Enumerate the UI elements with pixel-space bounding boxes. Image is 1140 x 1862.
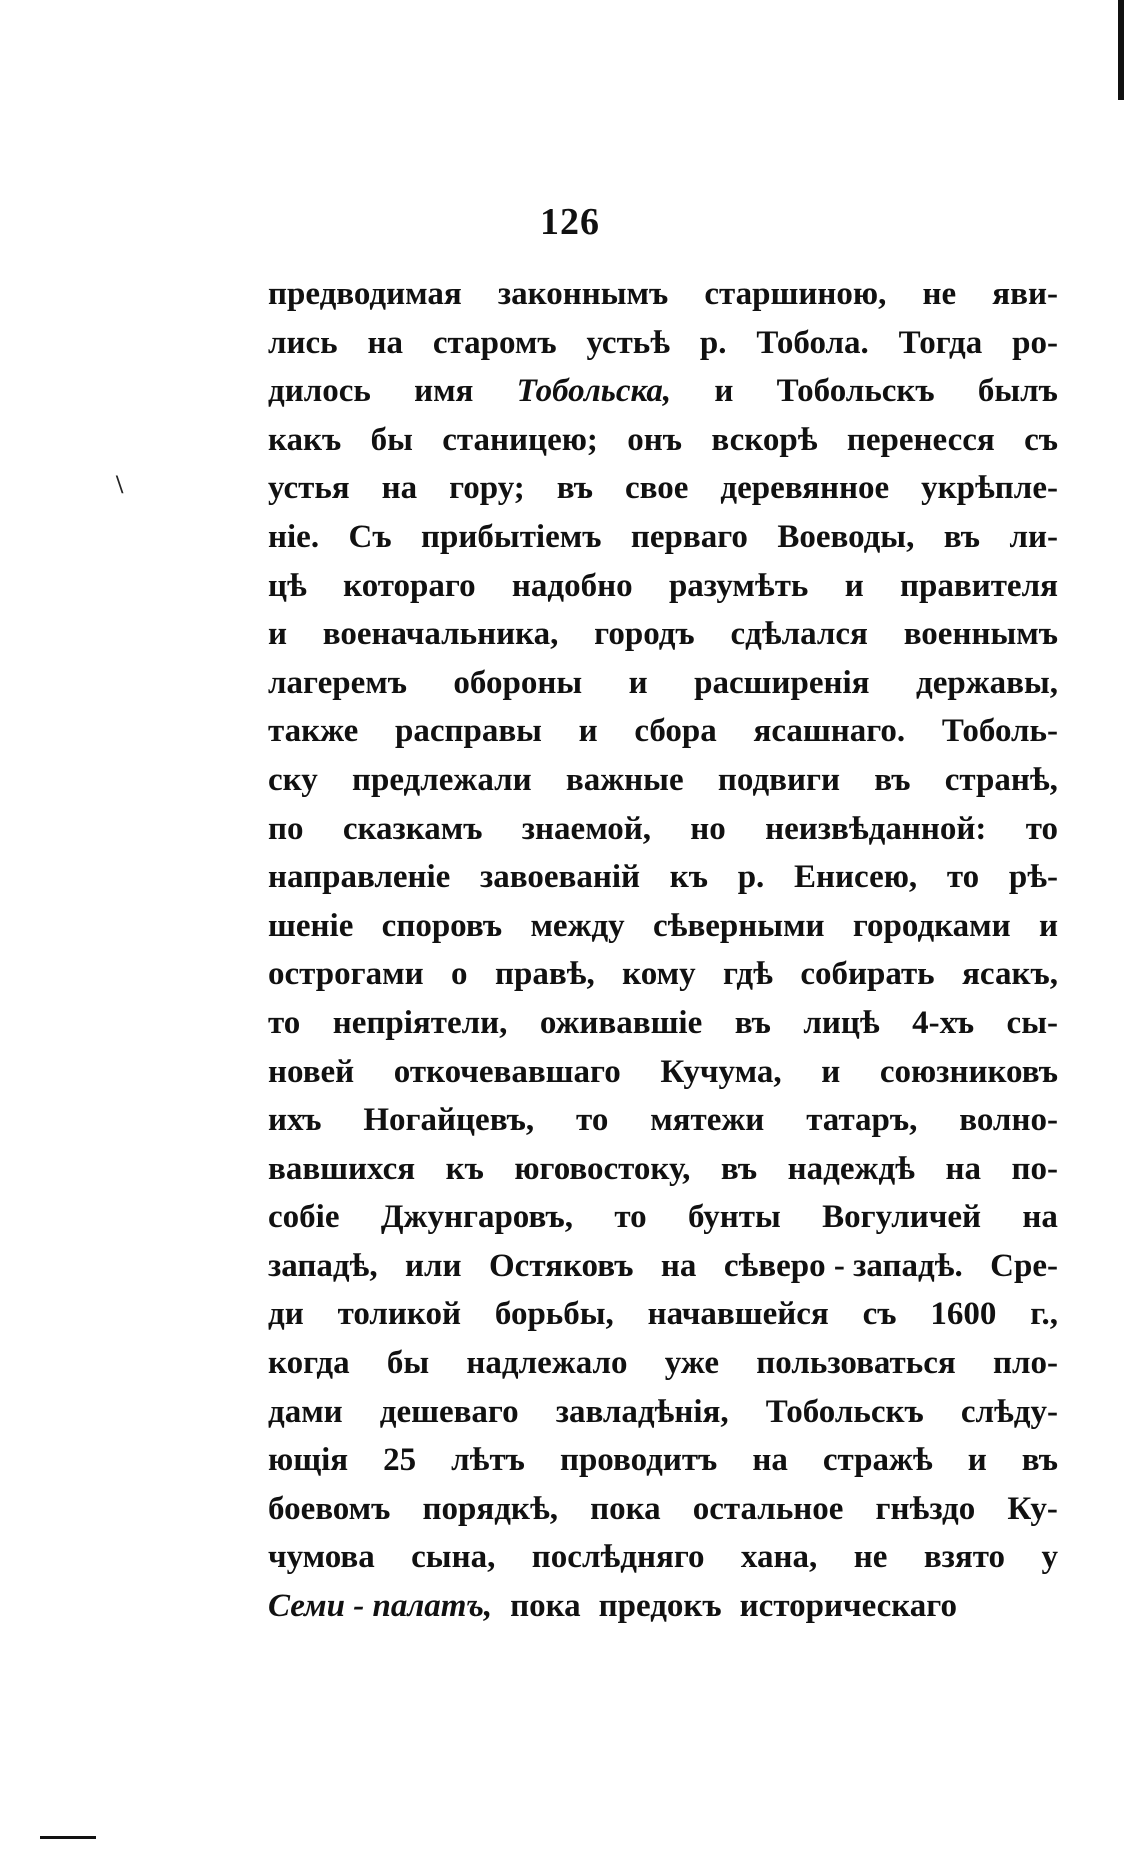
word: сказкамъ — [342, 810, 483, 847]
word: борьбы, — [494, 1296, 614, 1333]
word: откочевавшаго — [393, 1053, 621, 1090]
word: дилось — [268, 373, 371, 410]
text-line — [268, 616, 1058, 665]
page-number: 126 — [540, 201, 600, 243]
word: устьѣ — [586, 324, 671, 361]
word: съ — [862, 1296, 897, 1333]
word: но — [690, 810, 726, 847]
word: сѣверными — [653, 907, 825, 944]
word: деревянное — [720, 470, 890, 507]
word: съ — [1024, 421, 1058, 458]
word: законнымъ — [497, 276, 669, 312]
word: Семи - палатъ, — [268, 1588, 493, 1625]
word: старомъ — [432, 324, 557, 361]
word: военачальника, — [322, 616, 559, 653]
word: прибытіемъ — [421, 518, 602, 555]
word: и — [844, 567, 864, 604]
word: вскорѣ — [711, 421, 818, 458]
word: ди — [268, 1296, 304, 1333]
word: послѣдняго — [531, 1539, 705, 1576]
text-line — [268, 956, 1058, 1005]
word: и — [967, 1442, 987, 1479]
word: гдѣ — [723, 956, 773, 993]
text-line — [268, 373, 1058, 422]
word: собирать — [800, 956, 935, 993]
word: по — [268, 810, 304, 847]
text-line — [268, 1394, 1058, 1443]
word: историческаго — [739, 1588, 957, 1625]
text-line — [268, 908, 1058, 957]
word: Вогуличей — [822, 1199, 982, 1236]
word: слѣду- — [960, 1393, 1058, 1430]
word: правителя — [900, 567, 1058, 604]
text-line — [268, 470, 1058, 519]
word: разумѣть — [668, 567, 809, 604]
word: на — [660, 1247, 697, 1284]
word: то — [576, 1102, 609, 1139]
text-line — [268, 859, 1058, 908]
text-line — [268, 1345, 1058, 1394]
word: союзниковъ — [879, 1053, 1058, 1090]
word: городъ — [594, 616, 695, 653]
word: Тобольскъ — [765, 1393, 924, 1430]
word: какъ — [268, 421, 342, 458]
word: стражѣ — [822, 1442, 933, 1479]
word: ясашнаго. — [753, 713, 906, 750]
word: и — [714, 373, 734, 410]
word: 25 — [383, 1442, 417, 1479]
word: чумова — [268, 1539, 375, 1576]
page-body-text — [268, 276, 1058, 1637]
word: ро- — [1012, 324, 1058, 361]
word: новей — [268, 1053, 355, 1090]
word: яви- — [992, 276, 1058, 312]
word: Сре- — [990, 1247, 1058, 1284]
word: сына, — [411, 1539, 496, 1576]
word: то — [1025, 810, 1058, 847]
word: укрѣпле- — [921, 470, 1058, 507]
margin-speck: \ — [116, 470, 124, 499]
word: къ — [669, 859, 708, 896]
word: расширенія — [694, 664, 870, 701]
word: и — [578, 713, 598, 750]
word: въ — [720, 1150, 758, 1187]
word: неизвѣданной: — [765, 810, 987, 847]
word: шеніе — [268, 907, 354, 944]
word: устья — [268, 470, 350, 507]
word: на — [367, 324, 404, 361]
word: державы, — [916, 664, 1058, 701]
word: ихъ — [268, 1102, 322, 1139]
word: пока — [510, 1588, 581, 1625]
word: старшиною, — [704, 276, 887, 312]
word: военнымъ — [903, 616, 1058, 653]
word: Ку- — [1007, 1490, 1058, 1527]
word: у — [1041, 1539, 1058, 1576]
word: пока — [590, 1490, 661, 1527]
word: въ — [556, 470, 594, 507]
word: странѣ, — [944, 761, 1058, 798]
word: по- — [1011, 1150, 1058, 1187]
word: оживавшіе — [539, 1004, 703, 1041]
word: бунты — [687, 1199, 781, 1236]
text-line — [268, 1054, 1058, 1103]
text-line — [268, 519, 1058, 568]
word: татаръ, — [806, 1102, 918, 1139]
word: лись — [268, 324, 338, 361]
word: боевомъ — [268, 1490, 391, 1527]
word: ску — [268, 761, 318, 798]
word: перенесся — [846, 421, 995, 458]
word: р. — [737, 859, 765, 896]
word: въ — [943, 518, 981, 555]
word: споровъ — [381, 907, 503, 944]
word: на — [1022, 1199, 1058, 1236]
word: то — [614, 1199, 647, 1236]
word: сы- — [1006, 1004, 1058, 1041]
word: сбора — [634, 713, 717, 750]
word: пользоваться — [756, 1345, 956, 1382]
word: волно- — [959, 1102, 1058, 1139]
word: или — [405, 1247, 462, 1284]
word: имя — [414, 373, 474, 410]
word: толикой — [337, 1296, 462, 1333]
word: на — [752, 1442, 788, 1479]
word: собіе — [268, 1199, 340, 1236]
word: не — [853, 1539, 888, 1576]
word: надобно — [511, 567, 633, 604]
word: начавшейся — [647, 1296, 829, 1333]
word: на — [945, 1150, 981, 1187]
word: р. — [699, 324, 727, 361]
word: кому — [622, 956, 696, 993]
word: Джунгаровъ, — [380, 1199, 573, 1236]
word: важные — [565, 761, 684, 798]
word: предводимая — [268, 276, 462, 312]
word: и — [268, 616, 288, 653]
word: Енисею, — [793, 859, 918, 896]
word: Кучума, — [660, 1053, 782, 1090]
word: бы — [370, 421, 413, 458]
word: предлежали — [351, 761, 532, 798]
word: между — [530, 907, 625, 944]
word: Остяковъ — [489, 1247, 634, 1284]
text-line — [268, 1248, 1058, 1297]
word: Тоболь- — [941, 713, 1058, 750]
word: западѣ, — [268, 1247, 378, 1284]
word: Тобола. — [756, 324, 869, 361]
word: непріятели, — [332, 1004, 508, 1041]
word: онъ — [627, 421, 683, 458]
word: къ — [445, 1150, 484, 1187]
word: Съ — [348, 518, 392, 555]
word: острогами — [268, 956, 424, 993]
word: не — [922, 276, 957, 312]
word: предокъ — [598, 1588, 722, 1625]
word: завладѣнія, — [555, 1393, 729, 1430]
word: ли- — [1009, 518, 1058, 555]
word: 1600 — [930, 1296, 997, 1333]
word: и — [821, 1053, 841, 1090]
word: пло- — [992, 1345, 1058, 1382]
text-line — [268, 811, 1058, 860]
word: на — [381, 470, 418, 507]
word: Тобольскъ — [776, 373, 935, 410]
word: въ — [1021, 1442, 1058, 1479]
word: гору; — [449, 470, 525, 507]
word: котораго — [343, 567, 476, 604]
word: обороны — [453, 664, 583, 701]
word: лицѣ — [803, 1004, 880, 1041]
word: г., — [1030, 1296, 1058, 1333]
text-line — [268, 1005, 1058, 1054]
word: ющія — [268, 1442, 349, 1479]
word: Ногайцевъ, — [363, 1102, 535, 1139]
word: надлежало — [466, 1345, 628, 1382]
word: надеждѣ — [787, 1150, 915, 1187]
text-line — [268, 1199, 1058, 1248]
word: взято — [923, 1539, 1006, 1576]
word: направленіе — [268, 859, 451, 896]
word: городками — [852, 907, 1011, 944]
text-line — [268, 1151, 1058, 1200]
word: хана, — [740, 1539, 818, 1576]
word: порядкѣ, — [422, 1490, 558, 1527]
word: также — [268, 713, 359, 750]
word: Тобольска, — [516, 373, 672, 410]
word: дешеваго — [379, 1393, 519, 1430]
text-line — [268, 713, 1058, 762]
word: ніе. — [268, 518, 320, 555]
text-line — [268, 1296, 1058, 1345]
word: рѣ- — [1008, 859, 1058, 896]
word: расправы — [394, 713, 542, 750]
text-line — [268, 665, 1058, 714]
word: Тогда — [898, 324, 983, 361]
word: и — [1038, 907, 1058, 944]
text-line — [268, 1102, 1058, 1151]
word: правѣ, — [494, 956, 595, 993]
text-line — [268, 1491, 1058, 1540]
word: Воеводы, — [777, 518, 915, 555]
word: станицею; — [442, 421, 598, 458]
word: уже — [664, 1345, 720, 1382]
word: сѣверо - западѣ. — [723, 1247, 963, 1284]
word: лагеремъ — [268, 664, 407, 701]
word: знаемой, — [521, 810, 651, 847]
text-line — [268, 422, 1058, 471]
word: 4-хъ — [912, 1004, 975, 1041]
text-line — [268, 1539, 1058, 1588]
word: бы — [386, 1345, 430, 1382]
word: дами — [268, 1393, 343, 1430]
word: вавшихся — [268, 1150, 416, 1187]
word: проводитъ — [559, 1442, 718, 1479]
text-line — [268, 762, 1058, 811]
word: о — [451, 956, 468, 993]
word: и — [628, 664, 648, 701]
page-edge-line — [1118, 0, 1124, 100]
word: въ — [874, 761, 911, 798]
text-line — [268, 568, 1058, 617]
bottom-edge-line — [40, 1836, 96, 1839]
text-line — [268, 1588, 1058, 1637]
word: то — [268, 1004, 301, 1041]
word: цѣ — [268, 567, 307, 604]
word: сдѣлался — [730, 616, 868, 653]
word: ясакъ, — [962, 956, 1058, 993]
word: остальное — [692, 1490, 844, 1527]
word: мятежи — [650, 1102, 765, 1139]
word: завоеваній — [480, 859, 641, 896]
text-line — [268, 325, 1058, 374]
word: лѣтъ — [451, 1442, 525, 1479]
text-line — [268, 276, 1058, 325]
text-line — [268, 1442, 1058, 1491]
word: юговостоку, — [514, 1150, 691, 1187]
word: свое — [625, 470, 689, 507]
word: подвиги — [717, 761, 840, 798]
word: то — [946, 859, 980, 896]
word: когда — [268, 1345, 350, 1382]
word: въ — [734, 1004, 771, 1041]
word: гнѣздо — [875, 1490, 976, 1527]
word: былъ — [977, 373, 1058, 410]
word: перваго — [630, 518, 748, 555]
